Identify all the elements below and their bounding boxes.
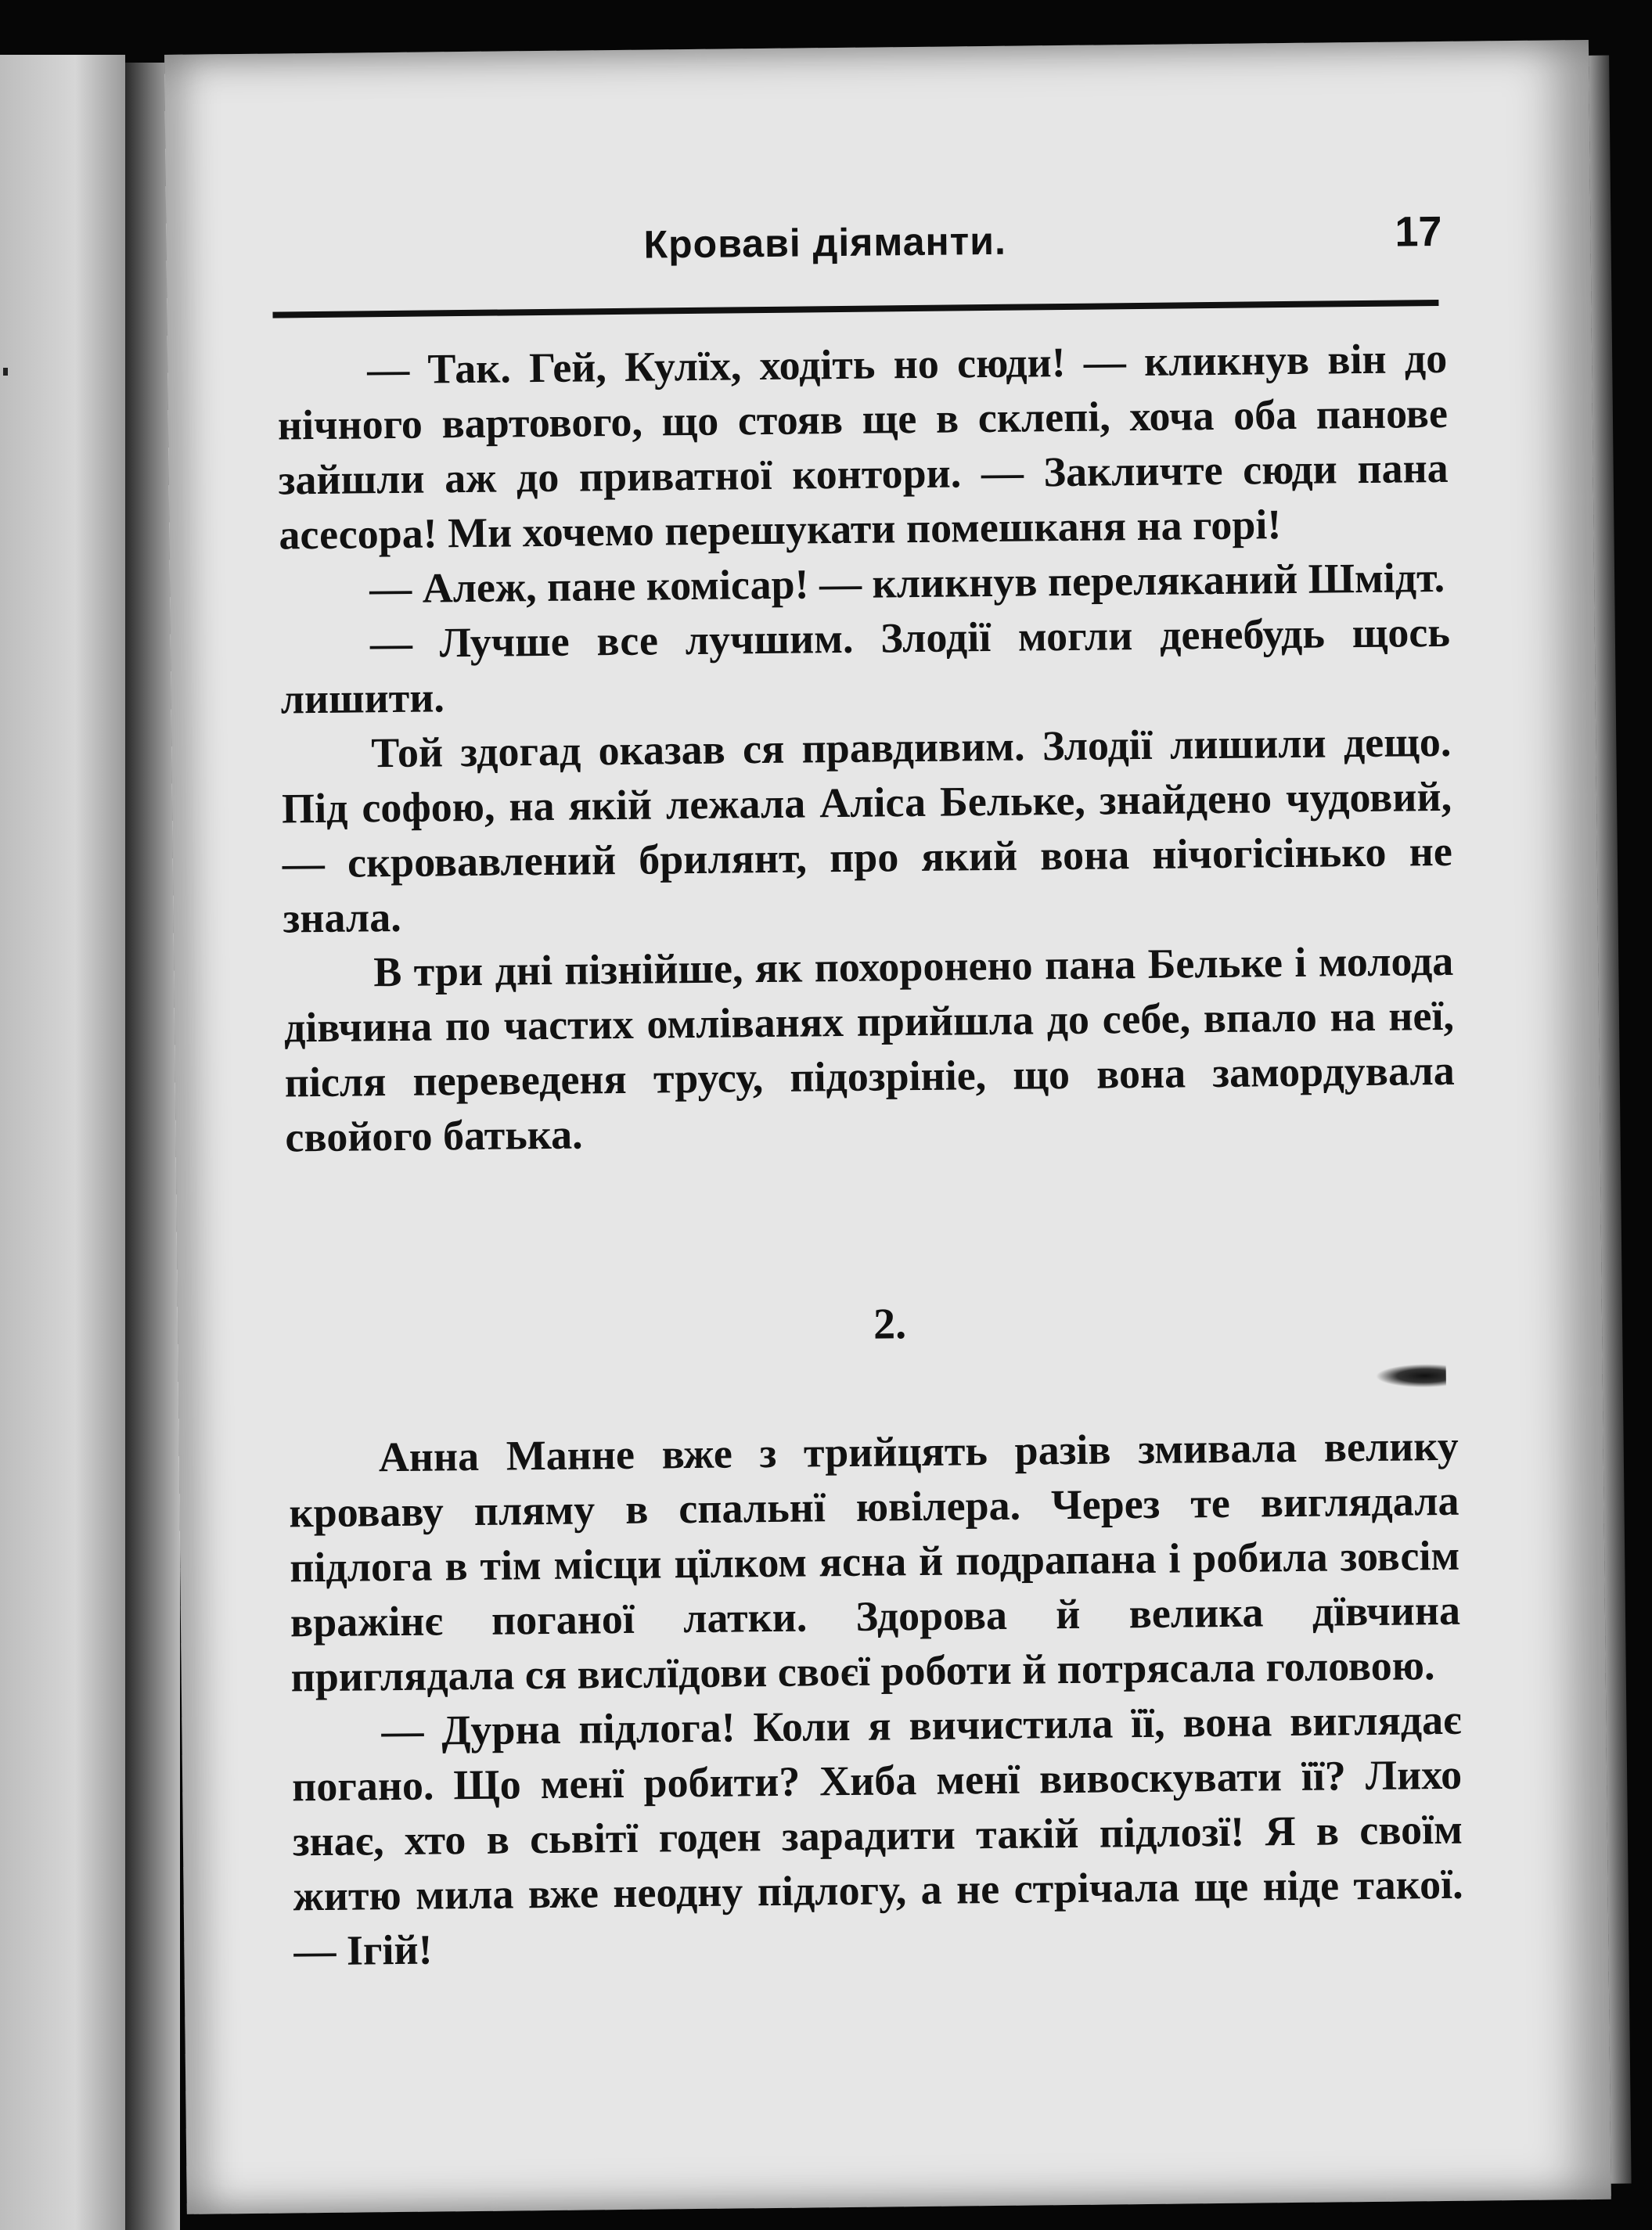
header-rule	[272, 300, 1438, 318]
paragraph: — Так. Гей, Кулїх, ходіть но сюди! — кликнув він до нічного вартового, що стояв ще в склепі, хоча оба панове зайшли аж до приватної контори. — Закличте сюди пана асесора! Ми хочемо перешукати помешканя на горі!	[277, 334, 1449, 559]
running-title: Кроваві діяманти.	[643, 218, 1007, 267]
page-edge-shadow	[1589, 56, 1631, 2184]
paragraph: — Лучше все лучшим. Злодії могли денебудь щось лишити.	[280, 608, 1451, 723]
page-number: 17	[1395, 207, 1442, 256]
paragraph: Анна Манне вже з трийцять разів змивала велику кроваву пляму в спальнї ювілера. Через те виглядала підлога в тім місци цїлком ясна й подрапана і робила зовсім вражінє поганої латки. Здорова й велика дївчина приглядала ся вислїдови своєї роботи й потрясала головою.	[289, 1422, 1461, 1701]
book-page	[164, 40, 1611, 2214]
print-blemish	[1376, 1364, 1446, 1388]
paragraph: Той здогад оказав ся правдивим. Злодії лишили дещо. Під софою, на якій лежала Аліса Бельке, знайдено чудовий, — скровавлений брилянт, про який вона нічогісінько не знала.	[281, 718, 1453, 942]
paragraph: В три дні пізнійше, як похоронено пана Бельке і молода дівчина по частих омліванях прийшла до себе, впало на неї, після переведеня трусу, підозрініе, що вона замордувала свойого батька.	[283, 937, 1455, 1161]
section-number: 2.	[873, 1300, 907, 1349]
ink-mark	[3, 368, 8, 376]
running-header	[166, 207, 1591, 290]
text-block-chapter-end	[277, 331, 1456, 1165]
text-block-section-2	[288, 1419, 1463, 1979]
paragraph: — Алеж, пане комісар! — кликнув переляканий Шмідт.	[369, 553, 1445, 613]
paragraph: — Дурна підлога! Коли я вичистила її, вона виглядає погано. Що менї робити? Хиба менї вивоскувати її? Лихо знає, хто в сьвітї годен зарадити такій підлозї! Я в своїм житю мила вже неодну підлогу, а не стрічала ще ніде такої. — Ігій!	[291, 1696, 1463, 1975]
left-page-edge	[0, 55, 125, 2230]
